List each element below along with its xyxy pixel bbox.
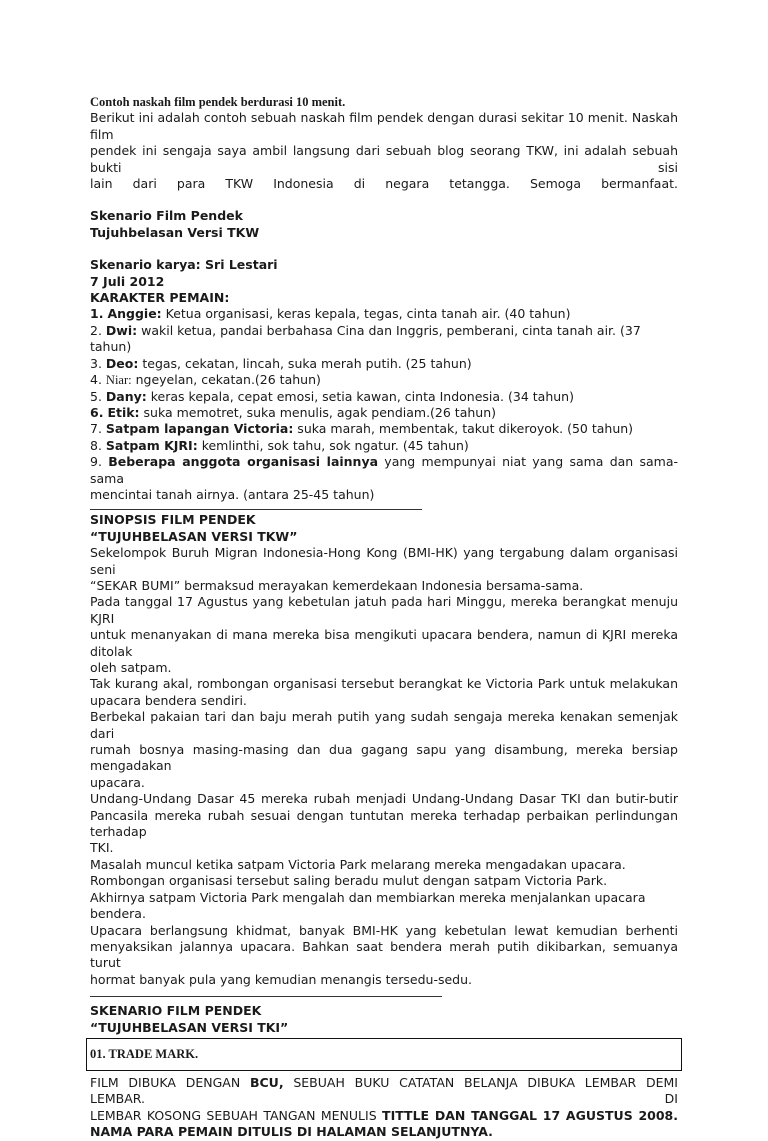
synopsis-line: oleh satpam. xyxy=(90,660,172,675)
cast-item: 5. Dany: keras kepala, cepat emosi, setia kawan, cinta Indonesia. (34 tahun) xyxy=(90,388,574,404)
synopsis-line: upacara bendera sendiri. xyxy=(90,692,247,708)
synopsis-line: upacara. xyxy=(90,774,145,790)
cast-item: 4. Niar: ngeyelan, cekatan.(26 tahun) xyxy=(90,372,321,388)
date-line: 7 Juli 2012 xyxy=(90,273,165,289)
cast-item: 8. Satpam KJRI: kemlinthi, sok tahu, sok ngatur. (45 tahun) xyxy=(90,437,469,453)
cast-item: 2. Dwi: wakil ketua, pandai berbahasa Cina dan Inggris, pemberani, cinta tanah air. (37 tahun) xyxy=(90,322,641,355)
intro-line: Berikut ini adalah contoh sebuah naskah film pendek dengan durasi sekitar 10 menit. Naskah film xyxy=(90,110,678,142)
screenplay-subtitle: Tujuhbelasan Versi TKW xyxy=(90,224,260,240)
synopsis-line: Rombongan organisasi tersebut saling beradu mulut dengan satpam Victoria Park. xyxy=(90,873,608,889)
synopsis-line: Sekelompok Buruh Migran Indonesia-Hong Kong (BMI-HK) yang tergabung dalam organisasi seni xyxy=(90,545,678,577)
intro-line: pendek ini sengaja saya ambil langsung dari sebuah blog seorang TKW, ini adalah sebuah bukti sisi xyxy=(90,143,678,175)
synopsis-line: menyaksikan jalannya upacara. Bahkan saat bendera merah putih dikibarkan, semuanya turut xyxy=(90,938,678,971)
synopsis-line: Berbekal pakaian tari dan baju merah putih yang sudah sengaja mereka kenakan semenjak dari xyxy=(90,709,678,741)
cast-item-continuation: mencintai tanah airnya. (antara 25-45 tahun) xyxy=(90,486,375,502)
cast-item: 1. Anggie: Ketua organisasi, keras kepala, tegas, cinta tanah air. (40 tahun) xyxy=(90,306,571,322)
author-line: Skenario karya: Sri Lestari xyxy=(90,257,278,273)
synopsis-line: TKI. xyxy=(90,840,114,856)
section-divider xyxy=(90,509,422,510)
synopsis-subheading: “TUJUHBELASAN VERSI TKW” xyxy=(90,528,298,544)
scene-text: FILM DIBUKA DENGAN BCU, SEBUAH BUKU CATATAN BELANJA DIBUKA LEMBAR DEMI LEMBAR. DI xyxy=(90,1074,678,1107)
synopsis-line: Akhirnya satpam Victoria Park mengalah dan membiarkan mereka menjalankan upacara bendera. xyxy=(90,889,646,922)
synopsis-line: “SEKAR BUMI” bermaksud merayakan kemerdekaan Indonesia bersama-sama. xyxy=(90,577,584,593)
screenplay-title: Skenario Film Pendek xyxy=(90,208,243,224)
screenplay-subheading: “TUJUHBELASAN VERSI TKI” xyxy=(90,1019,289,1035)
intro-heading: Contoh naskah film pendek berdurasi 10 menit. xyxy=(90,95,346,109)
synopsis-line: Undang-Undang Dasar 45 mereka rubah menjadi Undang-Undang Dasar TKI dan butir-butir xyxy=(90,791,678,807)
cast-item: 3. Deo: tegas, cekatan, lincah, suka merah putih. (25 tahun) xyxy=(90,355,472,371)
synopsis-line: Pancasila mereka rubah sesuai dengan tuntutan mereka terhadap perbaikan perlindungan terhadap xyxy=(90,807,678,840)
section-divider xyxy=(90,996,442,997)
synopsis-body xyxy=(90,545,678,988)
cast-item: 7. Satpam lapangan Victoria: suka marah, membentak, takut dikeroyok. (50 tahun) xyxy=(90,421,634,437)
cast-heading: KARAKTER PEMAIN: xyxy=(90,290,230,306)
cast-item: 6. Etik: suka memotret, suka menulis, agak pendiam.(26 tahun) xyxy=(90,404,497,420)
document-page xyxy=(90,94,678,1141)
synopsis-line: hormat banyak pula yang kemudian menangis tersedu-sedu. xyxy=(90,971,472,987)
scene-heading: 01. TRADE MARK. xyxy=(90,1047,199,1062)
scene-text: LEMBAR KOSONG SEBUAH TANGAN MENULIS TITTLE DAN TANGGAL 17 AGUSTUS 2008. xyxy=(90,1107,679,1123)
synopsis-line: Pada tanggal 17 Agustus yang kebetulan jatuh pada hari Minggu, mereka berangkat menuju KJRI xyxy=(90,594,678,626)
synopsis-line: untuk menanyakan di mana mereka bisa mengikuti upacara bendera, namun di KJRI mereka ditolak xyxy=(90,627,678,659)
synopsis-heading: SINOPSIS FILM PENDEK xyxy=(90,512,256,528)
synopsis-line: Tak kurang akal, rombongan organisasi tersebut berangkat ke Victoria Park untuk melakukan xyxy=(90,676,678,692)
synopsis-line: rumah bosnya masing-masing dan dua gagang sapu yang disambung, mereka bersiap mengadakan xyxy=(90,742,678,774)
synopsis-line: Masalah muncul ketika satpam Victoria Park melarang mereka mengadakan upacara. xyxy=(90,856,626,872)
scene-heading-box xyxy=(86,1038,682,1071)
synopsis-line: Upacara berlangsung khidmat, banyak BMI-HK yang kebetulan lewat kemudian berhenti xyxy=(90,922,678,938)
scene-text: NAMA PARA PEMAIN DITULIS DI HALAMAN SELANJUTNYA. xyxy=(90,1124,493,1140)
cast-item: 9. Beberapa anggota organisasi lainnya yang mempunyai niat yang sama dan sama-sama xyxy=(90,454,678,486)
intro-line: lain dari para TKW Indonesia di negara tetangga. Semoga bermanfaat. xyxy=(90,176,678,192)
screenplay-heading: SKENARIO FILM PENDEK xyxy=(90,1003,262,1019)
